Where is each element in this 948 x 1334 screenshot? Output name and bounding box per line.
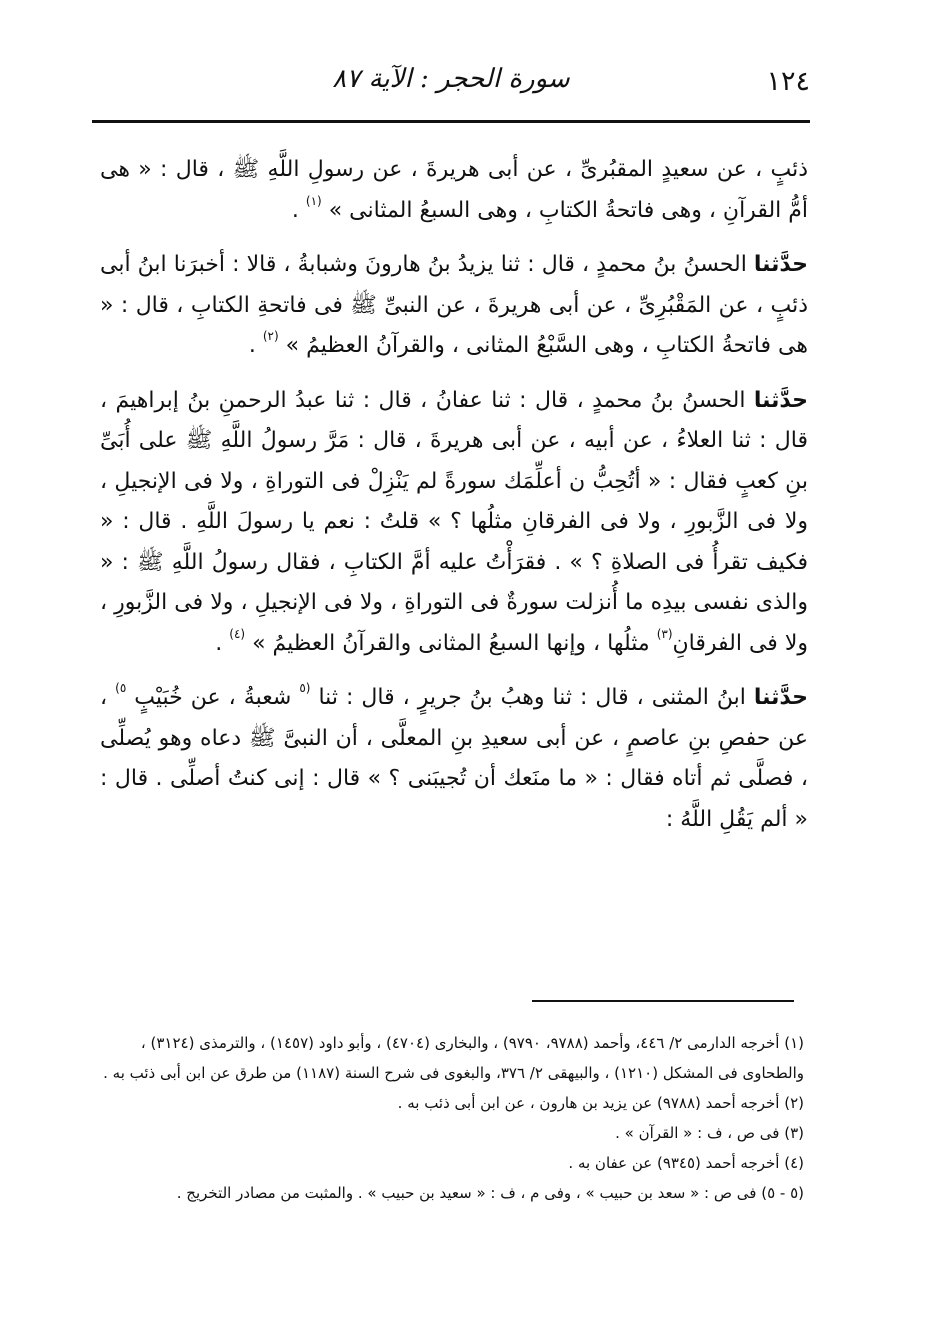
footnote-ref[interactable]: (٥ (299, 681, 311, 695)
main-text (100, 150, 808, 854)
paragraph-2 (100, 245, 808, 367)
page-number: ١٢٤ (766, 66, 810, 97)
footnote-ref[interactable]: ٥) (115, 681, 127, 695)
footnote-1: (١) أخرجه الدارمى ٢/ ٤٤٦، وأحمد (٩٧٨٨، ٩٧٩٠) ، والبخارى (٤٧٠٤) ، وأبو داود (١٤٥٧) ، والترمذى (٣١٢٤) ، والطحاوى فى المشكل (١٢١٠) ، والبيهقى ٢/ ٣٧٦، والبغوى فى شرح السنة (١١٨٧) من طرق عن ابن أبى ذئب به . (103, 1034, 804, 1082)
footnote-ref[interactable]: (١) (305, 193, 322, 208)
header-rule (92, 120, 810, 123)
footnote-ref[interactable]: (٣) (656, 626, 673, 641)
footnote-separator (532, 1000, 794, 1002)
paragraph-tail: ، عن حفصِ بنِ عاصمٍ ، عن أبى سعيدِ بنِ المعلَّى ، أن النبىَّ ﷺ دعاه وهو يُصلِّى ، فصلَّى ثم أتاه فقال : « ما منَعك أن تُجيبَنى ؟ » قال : إنى كنتُ أصلِّى . قال : « ألم يَقُلِ اللَّهُ : (100, 685, 808, 832)
footnote-4: (٤) أخرجه أحمد (٩٣٤٥) عن عفان به . (568, 1154, 804, 1172)
paragraph-1 (100, 150, 808, 231)
paragraph-lead: حدَّثنا (753, 252, 808, 277)
paragraph-lead: حدَّثنا (753, 685, 808, 710)
paragraph-text: الحسنُ بنُ محمدٍ ، قال : ثنا عفانُ ، قال : ثنا عبدُ الرحمنِ بنُ إبراهيمَ ، قال : ثنا العلاءُ ، عن أبيه ، عن أبى هريرةَ ، قال : مَرَّ رسولُ اللَّهِ ﷺ على أُبَىِّ بنِ كعبٍ فقال : « أتُحِبُّ ن أعلِّمَك سورةً لم يَنْزِلْ فى التوراةِ ، ولا فى الإنجيلِ ، ولا فى الزَّبورِ ، ولا فى الفرقانِ مثلُها ؟ » قلتُ : نعم يا رسولَ اللَّهِ . قال : « فكيف تقرأُ فى الصلاةِ ؟ » . فقرَأْتُ عليه أمَّ الكتابِ ، فقال رسولُ اللَّهِ ﷺ : « والذى نفسى بيدِه ما أُنزلت سورةٌ فى التوراةِ ، ولا فى الإنجيلِ ، ولا فى الزَّبورِ ، ولا فى الفرقانِ (100, 387, 808, 656)
paragraph-text: الحسنُ بنُ محمدٍ ، قال : ثنا يزيدُ بنُ هارونَ وشبابةُ ، قالا : أخبرَنا ابنُ أبى ذئبٍ ، عن المَقْبُرِىِّ ، عن أبى هريرةَ ، عن النبىِّ ﷺ فى فاتحةِ الكتابِ ، قال : « هى فاتحةُ الكتابِ ، وهى السَّبْعُ المثانى ، والقرآنُ العظيمُ » (100, 252, 808, 358)
paragraph-4 (100, 678, 808, 840)
paragraph-tail: . (215, 630, 230, 656)
paragraph-lead: حدَّثنا (753, 387, 808, 413)
paragraph-text-continued: مثلُها ، وإنها السبعُ المثانى والقرآنُ العظيمُ » (245, 630, 657, 656)
footnote-ref[interactable]: (٤) (229, 626, 246, 641)
footnote-2: (٢) أخرجه أحمد (٩٧٨٨) عن يزيد بن هارون ، عن ابن أبى ذئب به . (397, 1094, 804, 1112)
paragraph-tail: . (248, 333, 263, 358)
paragraph-tail: . (291, 197, 306, 223)
paragraph-text-continued: شعبةُ ، عن خُبَيْبٍ (126, 685, 300, 710)
footnote-ref[interactable]: (٢) (262, 329, 279, 343)
running-head: سورة الحجر : الآية ٨٧ (332, 64, 570, 94)
paragraph-text: ذئبٍ ، عن سعيدٍ المقبُرىِّ ، عن أبى هريرةَ ، عن رسولِ اللَّهِ ﷺ ، قال : « هى أمُّ القرآنِ ، وهى فاتحةُ الكتابِ ، وهى السبعُ المثانى » (100, 157, 808, 223)
page-header (92, 62, 810, 116)
footnotes (92, 1028, 804, 1208)
paragraph-text: ابنُ المثنى ، قال : ثنا وهبُ بنُ جريرٍ ، قال : ثنا (310, 685, 754, 710)
footnote-3: (٣) فى ص ، ف : « القرآن » . (615, 1124, 804, 1142)
paragraph-3 (100, 381, 808, 665)
footnote-5: (٥ - ٥) فى ص : « سعد بن حبيب » ، وفى م ، ف : « سعيد بن حبيب » . والمثبت من مصادر التخريج . (176, 1184, 804, 1202)
